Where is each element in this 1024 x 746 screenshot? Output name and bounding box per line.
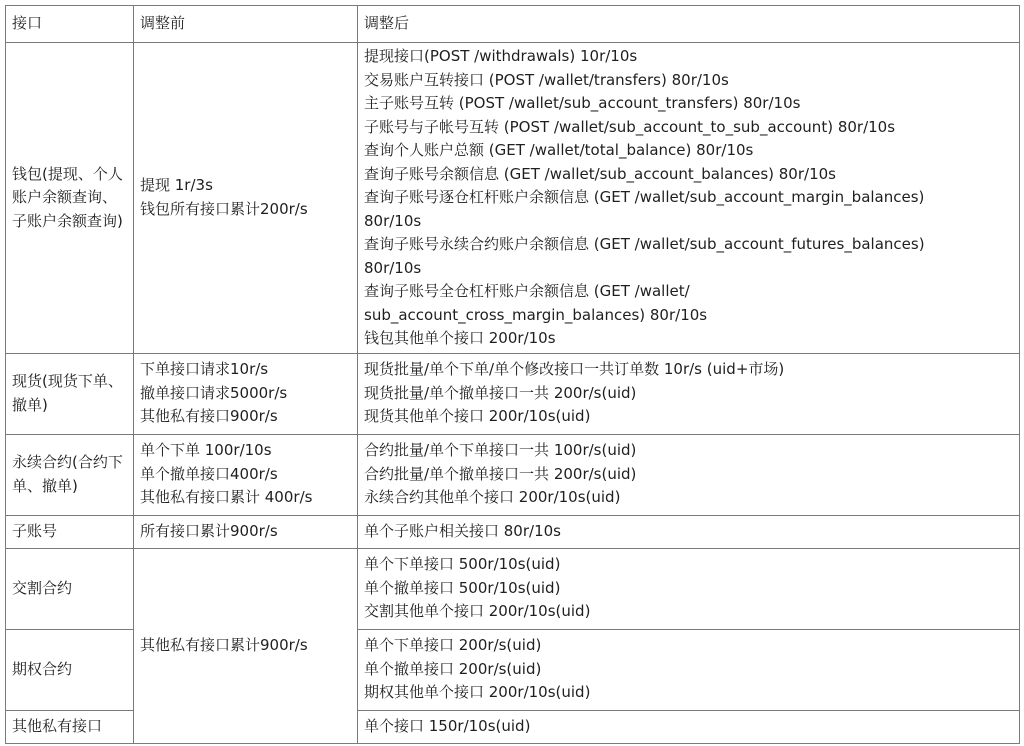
before-cell [134,353,358,434]
before-line: 撤单接口请求5000r/s [140,383,288,402]
before-cell [134,43,358,354]
after-cell [358,710,1020,743]
header-before: 调整前 [134,6,358,43]
category-cell [6,43,134,354]
before-line: 单个撤单接口400r/s [140,464,278,483]
after-cell [358,43,1020,354]
category-cell [6,353,134,434]
after-line: 合约批量/单个撤单接口一共 200r/s(uid) [364,464,637,483]
before-line: 其他私有接口累计 400r/s [140,488,313,507]
after-line: 交易账户互转接口 (POST /wallet/transfers) 80r/10s [364,70,729,89]
before-line: 下单接口请求10r/s [140,360,269,379]
after-line: 提现接口(POST /withdrawals) 10r/10s [364,47,638,65]
rate-limit-table [5,5,1020,744]
category-label: 永续合约(合约下单、撤单) [12,453,123,495]
category-label: 其他私有接口 [12,716,103,735]
after-line: 期权其他单个接口 200r/10s(uid) [364,683,591,702]
after-cell [358,515,1020,548]
before-line: 钱包所有接口累计200r/s [140,199,308,218]
after-line: 查询子账号永续合约账户余额信息 (GET /wallet/sub_account_futures_balances) [364,235,925,253]
before-line: 所有接口累计900r/s [140,521,278,540]
after-line: sub_account_cross_margin_balances) 80r/10s [364,305,708,324]
after-line: 交割其他单个接口 200r/10s(uid) [364,602,591,621]
table-header-row [6,6,1020,43]
table-row-delivery [6,548,1020,629]
after-line: 80r/10s [364,211,422,230]
after-line: 查询子账号全仓杠杆账户余额信息 (GET /wallet/ [364,282,690,300]
after-line: 80r/10s [364,258,422,277]
before-cell-merged [134,548,358,743]
before-cell [134,515,358,548]
after-line: 钱包其他单个接口 200r/10s [364,329,556,347]
after-cell [358,434,1020,515]
after-line: 子账号与子帐号互转 (POST /wallet/sub_account_to_sub_account) 80r/10s [364,117,896,136]
category-label: 子账号 [12,521,58,540]
after-cell [358,353,1020,434]
after-line: 查询子账号逐仓杠杆账户余额信息 (GET /wallet/sub_account_margin_balances) [364,188,925,206]
after-line: 单个撤单接口 500r/10s(uid) [364,578,561,597]
category-label: 交割合约 [12,578,73,597]
after-line: 单个下单接口 500r/10s(uid) [364,555,561,574]
after-cell [358,548,1020,629]
after-line: 查询子账号余额信息 (GET /wallet/sub_account_balances) 80r/10s [364,164,836,183]
category-label: 钱包(提现、个人账户余额查询、子账户余额查询) [12,164,123,230]
after-line: 现货批量/单个下单/单个修改接口一共订单数 10r/s (uid+市场) [364,360,785,379]
after-line: 单个子账户相关接口 80r/10s [364,521,561,540]
table-row-spot [6,353,1020,434]
table-row-subaccount [6,515,1020,548]
table-row-wallet [6,43,1020,354]
before-line: 其他私有接口累计900r/s [140,635,308,654]
after-line: 合约批量/单个下单接口一共 100r/s(uid) [364,441,637,460]
after-line: 现货批量/单个撤单接口一共 200r/s(uid) [364,383,637,402]
before-line: 单个下单 100r/10s [140,441,272,460]
before-line: 其他私有接口900r/s [140,407,278,426]
category-cell [6,629,134,710]
after-line: 现货其他单个接口 200r/10s(uid) [364,407,591,426]
header-interface: 接口 [6,6,134,43]
before-line: 提现 1r/3s [140,176,213,195]
category-cell [6,710,134,743]
after-line: 查询个人账户总额 (GET /wallet/total_balance) 80r/10s [364,141,754,159]
after-line: 单个下单接口 200r/s(uid) [364,636,542,655]
category-cell [6,548,134,629]
category-label: 期权合约 [12,659,73,678]
before-cell [134,434,358,515]
table-row-perpetual [6,434,1020,515]
category-cell [6,434,134,515]
after-cell [358,629,1020,710]
header-after: 调整后 [358,6,1020,43]
after-line: 单个撤单接口 200r/s(uid) [364,659,542,678]
after-line: 永续合约其他单个接口 200r/10s(uid) [364,488,621,507]
after-line: 单个接口 150r/10s(uid) [364,716,531,735]
after-line: 主子账号互转 (POST /wallet/sub_account_transfers) 80r/10s [364,94,801,112]
category-label: 现货(现货下单、撤单) [12,372,123,414]
category-cell [6,515,134,548]
